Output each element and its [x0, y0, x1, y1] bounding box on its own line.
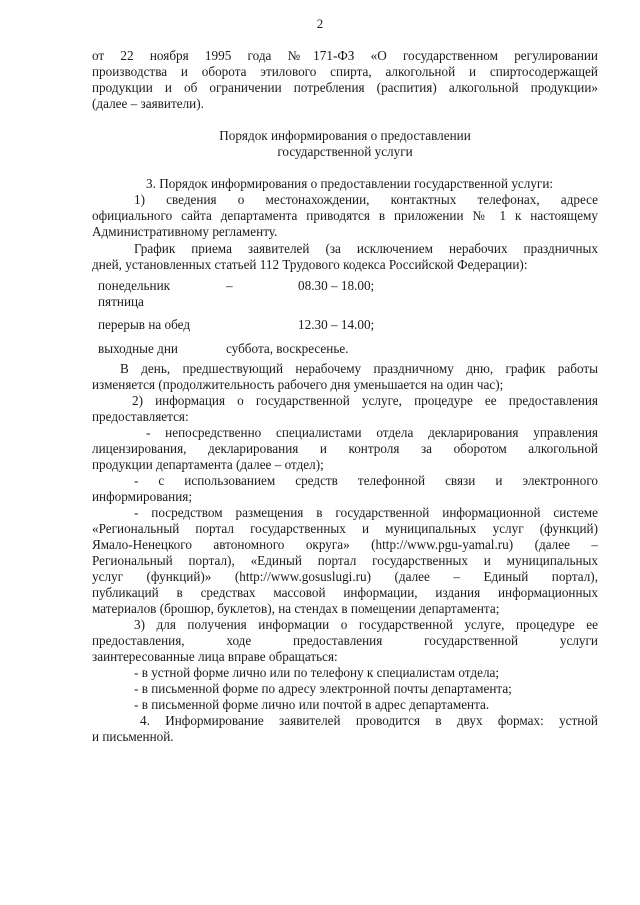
schedule-weekdays-label-2: пятница — [98, 294, 144, 309]
para3-line-2: 1) сведения о местонахождении, контактных телефонах, адресе — [134, 192, 598, 207]
body-line-11: «Региональный портал государственных и муниципальных услуг (функций) — [92, 521, 598, 536]
body-line-8: - с использованием средств телефонной связи и электронного — [134, 473, 598, 488]
para3-line-1: 3. Порядок информирования о предоставлении государственной услуги: — [146, 176, 554, 191]
section-title-line-1: Порядок информирования о предоставлении — [219, 128, 471, 143]
body-line-18: предоставления, ходе предоставления государственной услуги — [92, 633, 598, 648]
schedule-lunch-label: перерыв на обед — [98, 317, 191, 332]
body-line-12: Ямало-Ненецкого автономного округа» (http://www.pgu-yamal.ru) (далее – — [92, 537, 598, 552]
schedule-weekend-label: выходные дни — [98, 341, 178, 356]
body-line-10: - посредством размещения в государственной информационной системе — [134, 505, 598, 520]
body-line-15: публикаций в средствах массовой информации, издания информационных — [92, 585, 598, 600]
schedule-weekdays-label-1: понедельник — [98, 278, 171, 293]
body-line-20: - в устной форме лично или по телефону к специалистам отдела; — [134, 665, 500, 680]
body-line-21: - в письменной форме по адресу электронной почты департамента; — [134, 681, 512, 696]
para3-line-4: Административному регламенту. — [92, 224, 278, 239]
section-title-line-2: государственной услуги — [277, 144, 413, 159]
schedule-weekend-value: суббота, воскресенье. — [226, 341, 349, 356]
body-line-23: 4. Информирование заявителей проводится в двух формах: устной — [140, 713, 598, 728]
schedule-weekdays-dash: – — [226, 278, 233, 293]
intro-line-1: от 22 ноября 1995 года №171-ФЗ «О государственном регулировании — [92, 48, 598, 63]
body-line-4: предоставляется: — [92, 409, 189, 424]
para3-line-3: официального сайта департамента приводятся в приложении № 1 к настоящему — [92, 208, 598, 223]
body-line-14: услуг (функций)» (http://www.gosuslugi.ru) (далее – Единый портал), — [92, 569, 598, 584]
body-line-3: 2) информация о государственной услуге, процедуре ее предоставления — [132, 393, 598, 408]
body-line-7: продукции департамента (далее – отдел); — [92, 457, 324, 472]
intro-line-4: (далее – заявители). — [92, 96, 204, 111]
page-number: 2 — [316, 16, 324, 31]
intro-line-3: продукции и об ограничении потребления (распития) алкогольной продукции» — [92, 80, 598, 95]
body-line-1: В день, предшествующий нерабочему праздничному дню, график работы — [120, 361, 598, 376]
body-line-16: материалов (брошюр, буклетов), на стендах в помещении департамента; — [92, 601, 500, 616]
schedule-lunch-time: 12.30 – 14.00; — [298, 317, 375, 332]
schedule-intro-line-2: дней, установленных статьей 112 Трудового кодекса Российской Федерации): — [92, 257, 528, 272]
body-line-24: и письменной. — [92, 729, 174, 744]
body-line-6: лицензирования, декларирования и контроля за оборотом алкогольной — [92, 441, 598, 456]
body-line-13: Региональный портал), «Единый портал государственных и муниципальных — [92, 553, 598, 568]
schedule-intro-line-1: График приема заявителей (за исключением нерабочих праздничных — [134, 241, 598, 256]
body-line-9: информирования; — [92, 489, 192, 504]
body-line-22: - в письменной форме лично или почтой в адрес департамента. — [134, 697, 490, 712]
body-line-5: - непосредственно специалистами отдела декларирования управления — [146, 425, 598, 440]
intro-line-2: производства и оборота этилового спирта, алкогольной и спиртосодержащей — [92, 64, 598, 79]
body-line-2: изменяется (продолжительность рабочего дня уменьшается на один час); — [92, 377, 504, 392]
body-line-17: 3) для получения информации о государственной услуге, процедуре ее — [134, 617, 598, 632]
body-line-19: заинтересованные лица вправе обращаться: — [92, 649, 338, 664]
schedule-weekdays-time: 08.30 – 18.00; — [298, 278, 375, 293]
